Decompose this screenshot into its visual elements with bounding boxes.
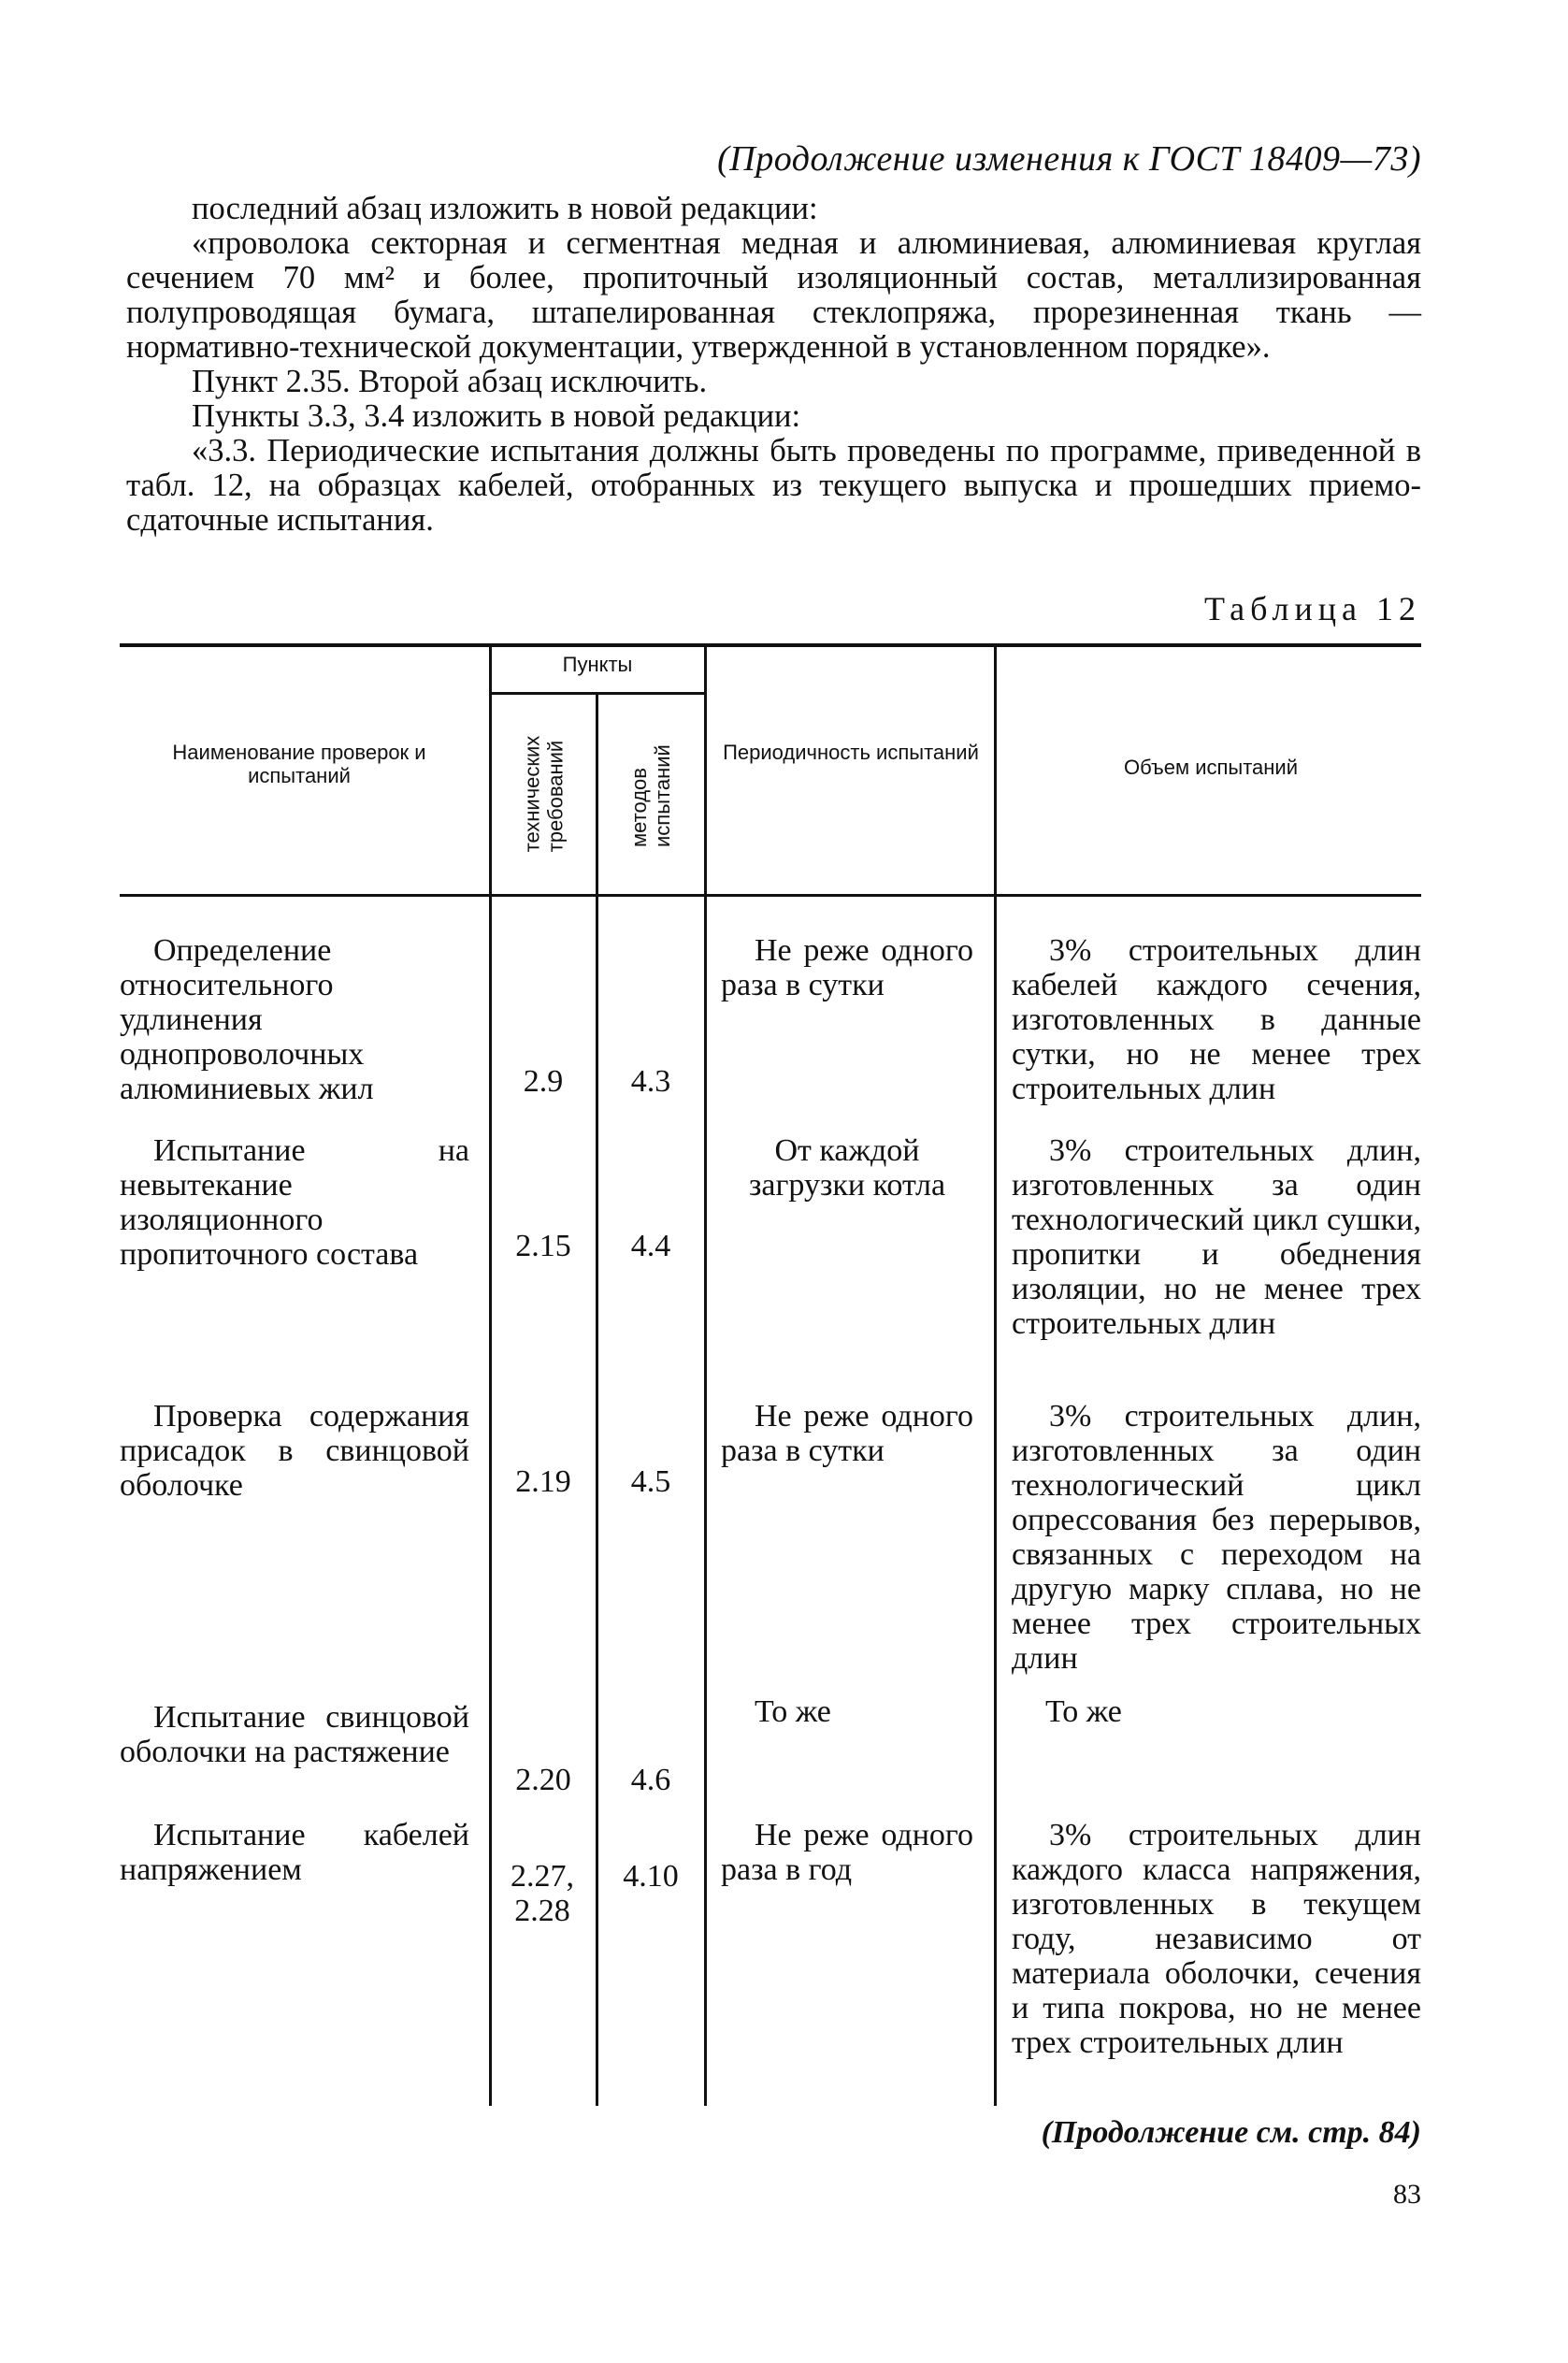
row-3-method: 4.5: [630, 1464, 671, 1499]
row-5-name: Испытание кабелей напряжением: [120, 1818, 469, 1887]
header-tech-requirements: технических требований: [520, 735, 568, 853]
header-volume: Объем испытаний: [1123, 756, 1298, 779]
row-5-tech: 2.27, 2.28: [511, 1859, 574, 1928]
row-5-method: 4.10: [623, 1859, 679, 1894]
column-divider-2: [596, 692, 598, 2106]
header-methods-wrap: [597, 696, 704, 892]
table-caption: Таблица 12: [1204, 590, 1421, 627]
paragraph-5: «3.3. Периодические испытания должны быть проведены по программе, приведенной в табл. 12, на образцах кабелей, отобранных из текущего выпуска и прошедших приемо-сдаточные испытания.: [126, 433, 1421, 538]
table-top-rule: [120, 643, 1421, 647]
row-5-period: Не реже одного раза в год: [721, 1818, 973, 1887]
row-3-volume: 3% строительных длин, изготовленных за один технологический цикл опрессования без перерывов, связанных с переходом на другую марку сплава, но не менее трех строительных длин: [1012, 1399, 1421, 1676]
row-4-period: То же: [755, 1694, 831, 1729]
column-divider-3: [704, 647, 707, 2106]
header-bottom-rule: [120, 894, 1421, 897]
paragraph-2: «проволока секторная и сегментная медная и алюминиевая, алюминиевая круглая сечением 70 мм² и более, пропиточный изоляционный состав, металлизированная полупроводящая бумага, штапелированная стеклопряжа, прорезиненная ткань — нормативно-технической документации, утвержденной в установленном порядке».: [126, 225, 1421, 365]
row-5-volume: 3% строительных длин каждого класса напряжения, изготовленных в текущем году, независимо от материала оболочки, сечения и типа покрова, но не менее трех строительных длин: [1012, 1818, 1421, 2060]
continuation-header: (Продолжение изменения к ГОСТ 18409—73): [717, 139, 1421, 179]
row-1-method: 4.3: [630, 1064, 671, 1099]
header-test-methods: методов испытаний: [627, 744, 674, 847]
paragraph-3: Пункт 2.35. Второй абзац исключить.: [192, 364, 708, 399]
row-2-period: От каждой загрузки котла: [748, 1133, 946, 1203]
column-divider-4: [994, 647, 997, 2106]
row-3-tech: 2.19: [515, 1464, 571, 1499]
row-2-tech: 2.15: [515, 1229, 571, 1263]
row-3-period: Не реже одного раза в сутки: [721, 1399, 973, 1468]
row-4-name: Испытание свинцовой оболочки на растяжение: [120, 1700, 469, 1769]
row-3-name: Проверка содержания присадок в свинцовой оболочке: [120, 1399, 469, 1503]
row-4-volume: То же: [1045, 1694, 1122, 1729]
row-2-volume: 3% строительных длин, изготовленных за один технологический цикл сушки, пропитки и обеднения изоляции, но не менее трех строительных длин: [1012, 1133, 1421, 1341]
page-number: 83: [1393, 2179, 1421, 2210]
row-2-method: 4.4: [630, 1229, 671, 1263]
row-1-tech: 2.9: [523, 1064, 564, 1099]
continuation-footer: (Продолжение см. стр. 84): [1041, 2115, 1421, 2150]
row-1-period: Не реже одного раза в сутки: [721, 933, 973, 1002]
row-1-name: Определение относительного удлинения однопроволочных алюминиевых жил: [120, 933, 374, 1106]
header-points: Пункты: [562, 653, 633, 676]
header-name: Наименование проверок и испытаний: [172, 741, 426, 787]
row-4-method: 4.6: [630, 1763, 671, 1797]
row-2-name: Испытание на невытекание изоляционного пропиточного состава: [120, 1133, 469, 1272]
header-tech-wrap: [491, 696, 596, 892]
row-4-tech: 2.20: [515, 1763, 571, 1797]
paragraph-4: Пункты 3.3, 3.4 изложить в новой редакции:: [192, 398, 801, 434]
paragraph-1: последний абзац изложить в новой редакции:: [192, 191, 818, 226]
header-periodicity: Периодичность испытаний: [723, 741, 979, 764]
row-1-volume: 3% строительных длин кабелей каждого сечения, изготовленных в данные сутки, но не менее трех строительных длин: [1012, 933, 1421, 1106]
